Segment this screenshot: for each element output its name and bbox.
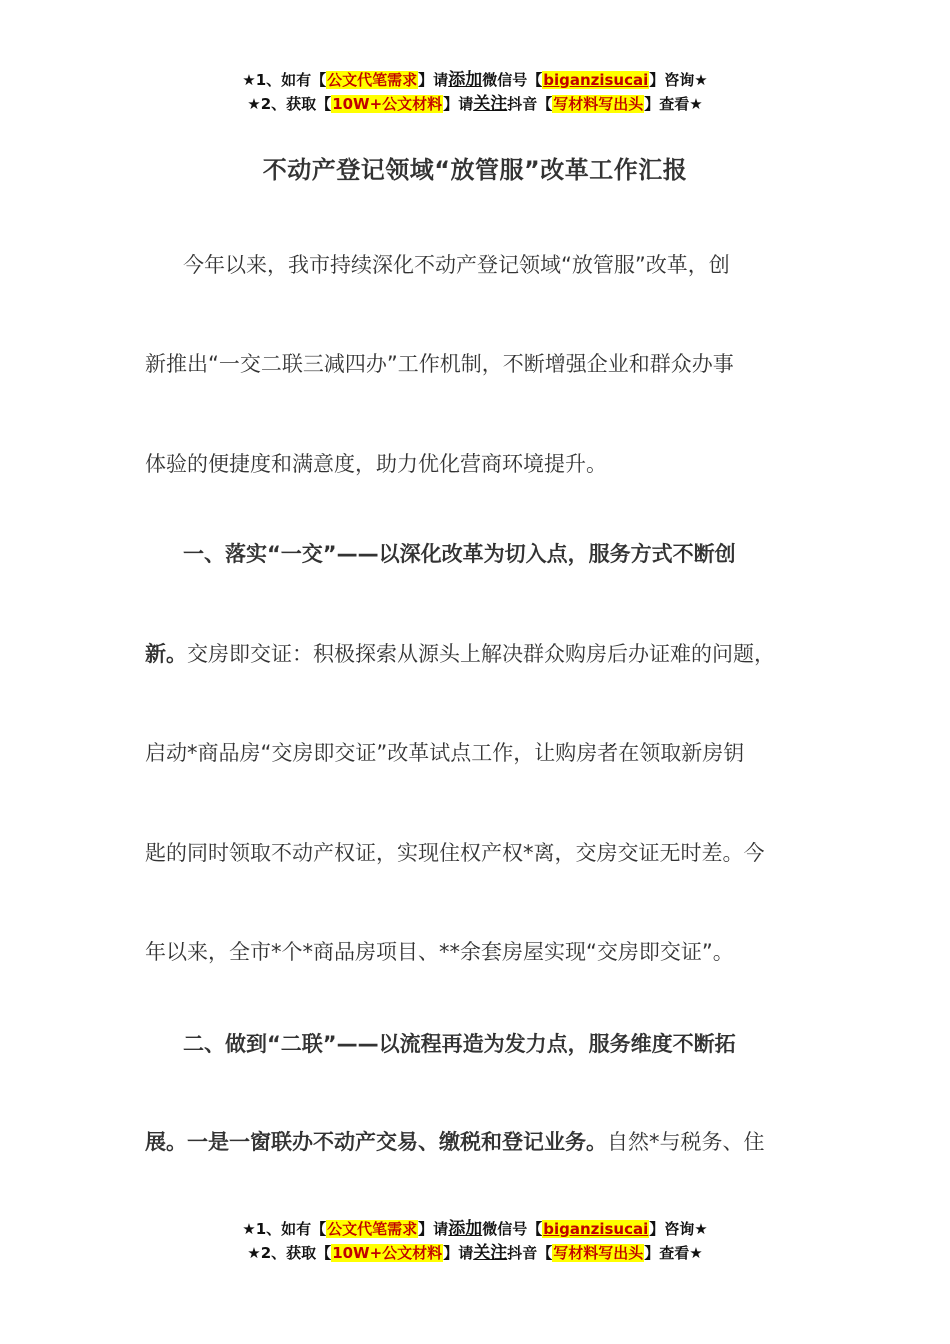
paragraph-line: 体验的便捷度和满意度，助力优化营商环境提升。 — [145, 452, 607, 476]
document-title: 不动产登记领域“放管服”改革工作汇报 — [262, 156, 688, 184]
header-banner — [0, 68, 950, 116]
banner-highlight: 10W+公文材料 — [332, 1244, 443, 1262]
banner-underline: 添加 — [448, 1219, 483, 1239]
banner-text: ★2、获取【 — [247, 1244, 332, 1262]
banner-highlight: 写材料写出头 — [553, 95, 644, 113]
banner-text: 微信号【 — [482, 71, 543, 89]
banner-underline: 添加 — [448, 70, 483, 90]
paragraph-line — [145, 639, 775, 669]
banner-text: 】请 — [443, 1244, 474, 1262]
footer-banner — [0, 1217, 950, 1265]
banner-underline: 关注 — [473, 94, 508, 114]
banner-text: 抖音【 — [507, 95, 553, 113]
paragraph-line — [145, 1127, 765, 1157]
banner-wechat-id: biganzisucai — [543, 71, 649, 89]
paragraph-text: 自然*与税务、住 — [607, 1130, 765, 1154]
banner-text: 】请 — [443, 95, 474, 113]
section-heading-2-end: 展。一是一窗联办不动产交易、缴税和登记业务。 — [145, 1130, 607, 1154]
banner-text: 】咨询★ — [649, 1220, 708, 1238]
banner-highlight: 10W+公文材料 — [332, 95, 443, 113]
paragraph-line: 今年以来，我市持续深化不动产登记领域“放管服”改革，创 — [183, 253, 730, 277]
banner-text: 抖音【 — [507, 1244, 553, 1262]
banner-text: 】查看★ — [644, 95, 703, 113]
banner-highlight: 公文代笔需求 — [327, 71, 418, 89]
banner-text: ★1、如有【 — [242, 1220, 327, 1238]
banner-line-2 — [0, 1241, 950, 1265]
paragraph-line: 新推出“一交二联三减四办”工作机制，不断增强企业和群众办事 — [145, 352, 734, 376]
banner-text: 】请 — [418, 71, 449, 89]
banner-highlight: 公文代笔需求 — [327, 1220, 418, 1238]
banner-line-2 — [0, 92, 950, 116]
banner-highlight: 写材料写出头 — [553, 1244, 644, 1262]
banner-text: 微信号【 — [482, 1220, 543, 1238]
banner-text: ★2、获取【 — [247, 95, 332, 113]
banner-text: 】查看★ — [644, 1244, 703, 1262]
banner-wechat-id: biganzisucai — [543, 1220, 649, 1238]
banner-text: 】请 — [418, 1220, 449, 1238]
banner-line-1 — [0, 68, 950, 92]
section-heading-2: 二、做到“二联”——以流程再造为发力点，服务维度不断拓 — [183, 1032, 736, 1056]
paragraph-text: 交房即交证：积极探索从源头上解决群众购房后办证难的问题， — [187, 642, 775, 666]
banner-text: 】咨询★ — [649, 71, 708, 89]
section-heading-1-end: 新。 — [145, 642, 187, 666]
paragraph-line: 启动*商品房“交房即交证”改革试点工作，让购房者在领取新房钥 — [145, 741, 745, 765]
paragraph-line: 年以来，全市*个*商品房项目、**余套房屋实现“交房即交证”。 — [145, 940, 734, 964]
banner-line-1 — [0, 1217, 950, 1241]
banner-text: ★1、如有【 — [242, 71, 327, 89]
section-heading-1: 一、落实“一交”——以深化改革为切入点，服务方式不断创 — [183, 542, 736, 566]
paragraph-line: 匙的同时领取不动产权证，实现住权产权*离，交房交证无时差。今 — [145, 841, 765, 865]
banner-underline: 关注 — [473, 1243, 508, 1263]
